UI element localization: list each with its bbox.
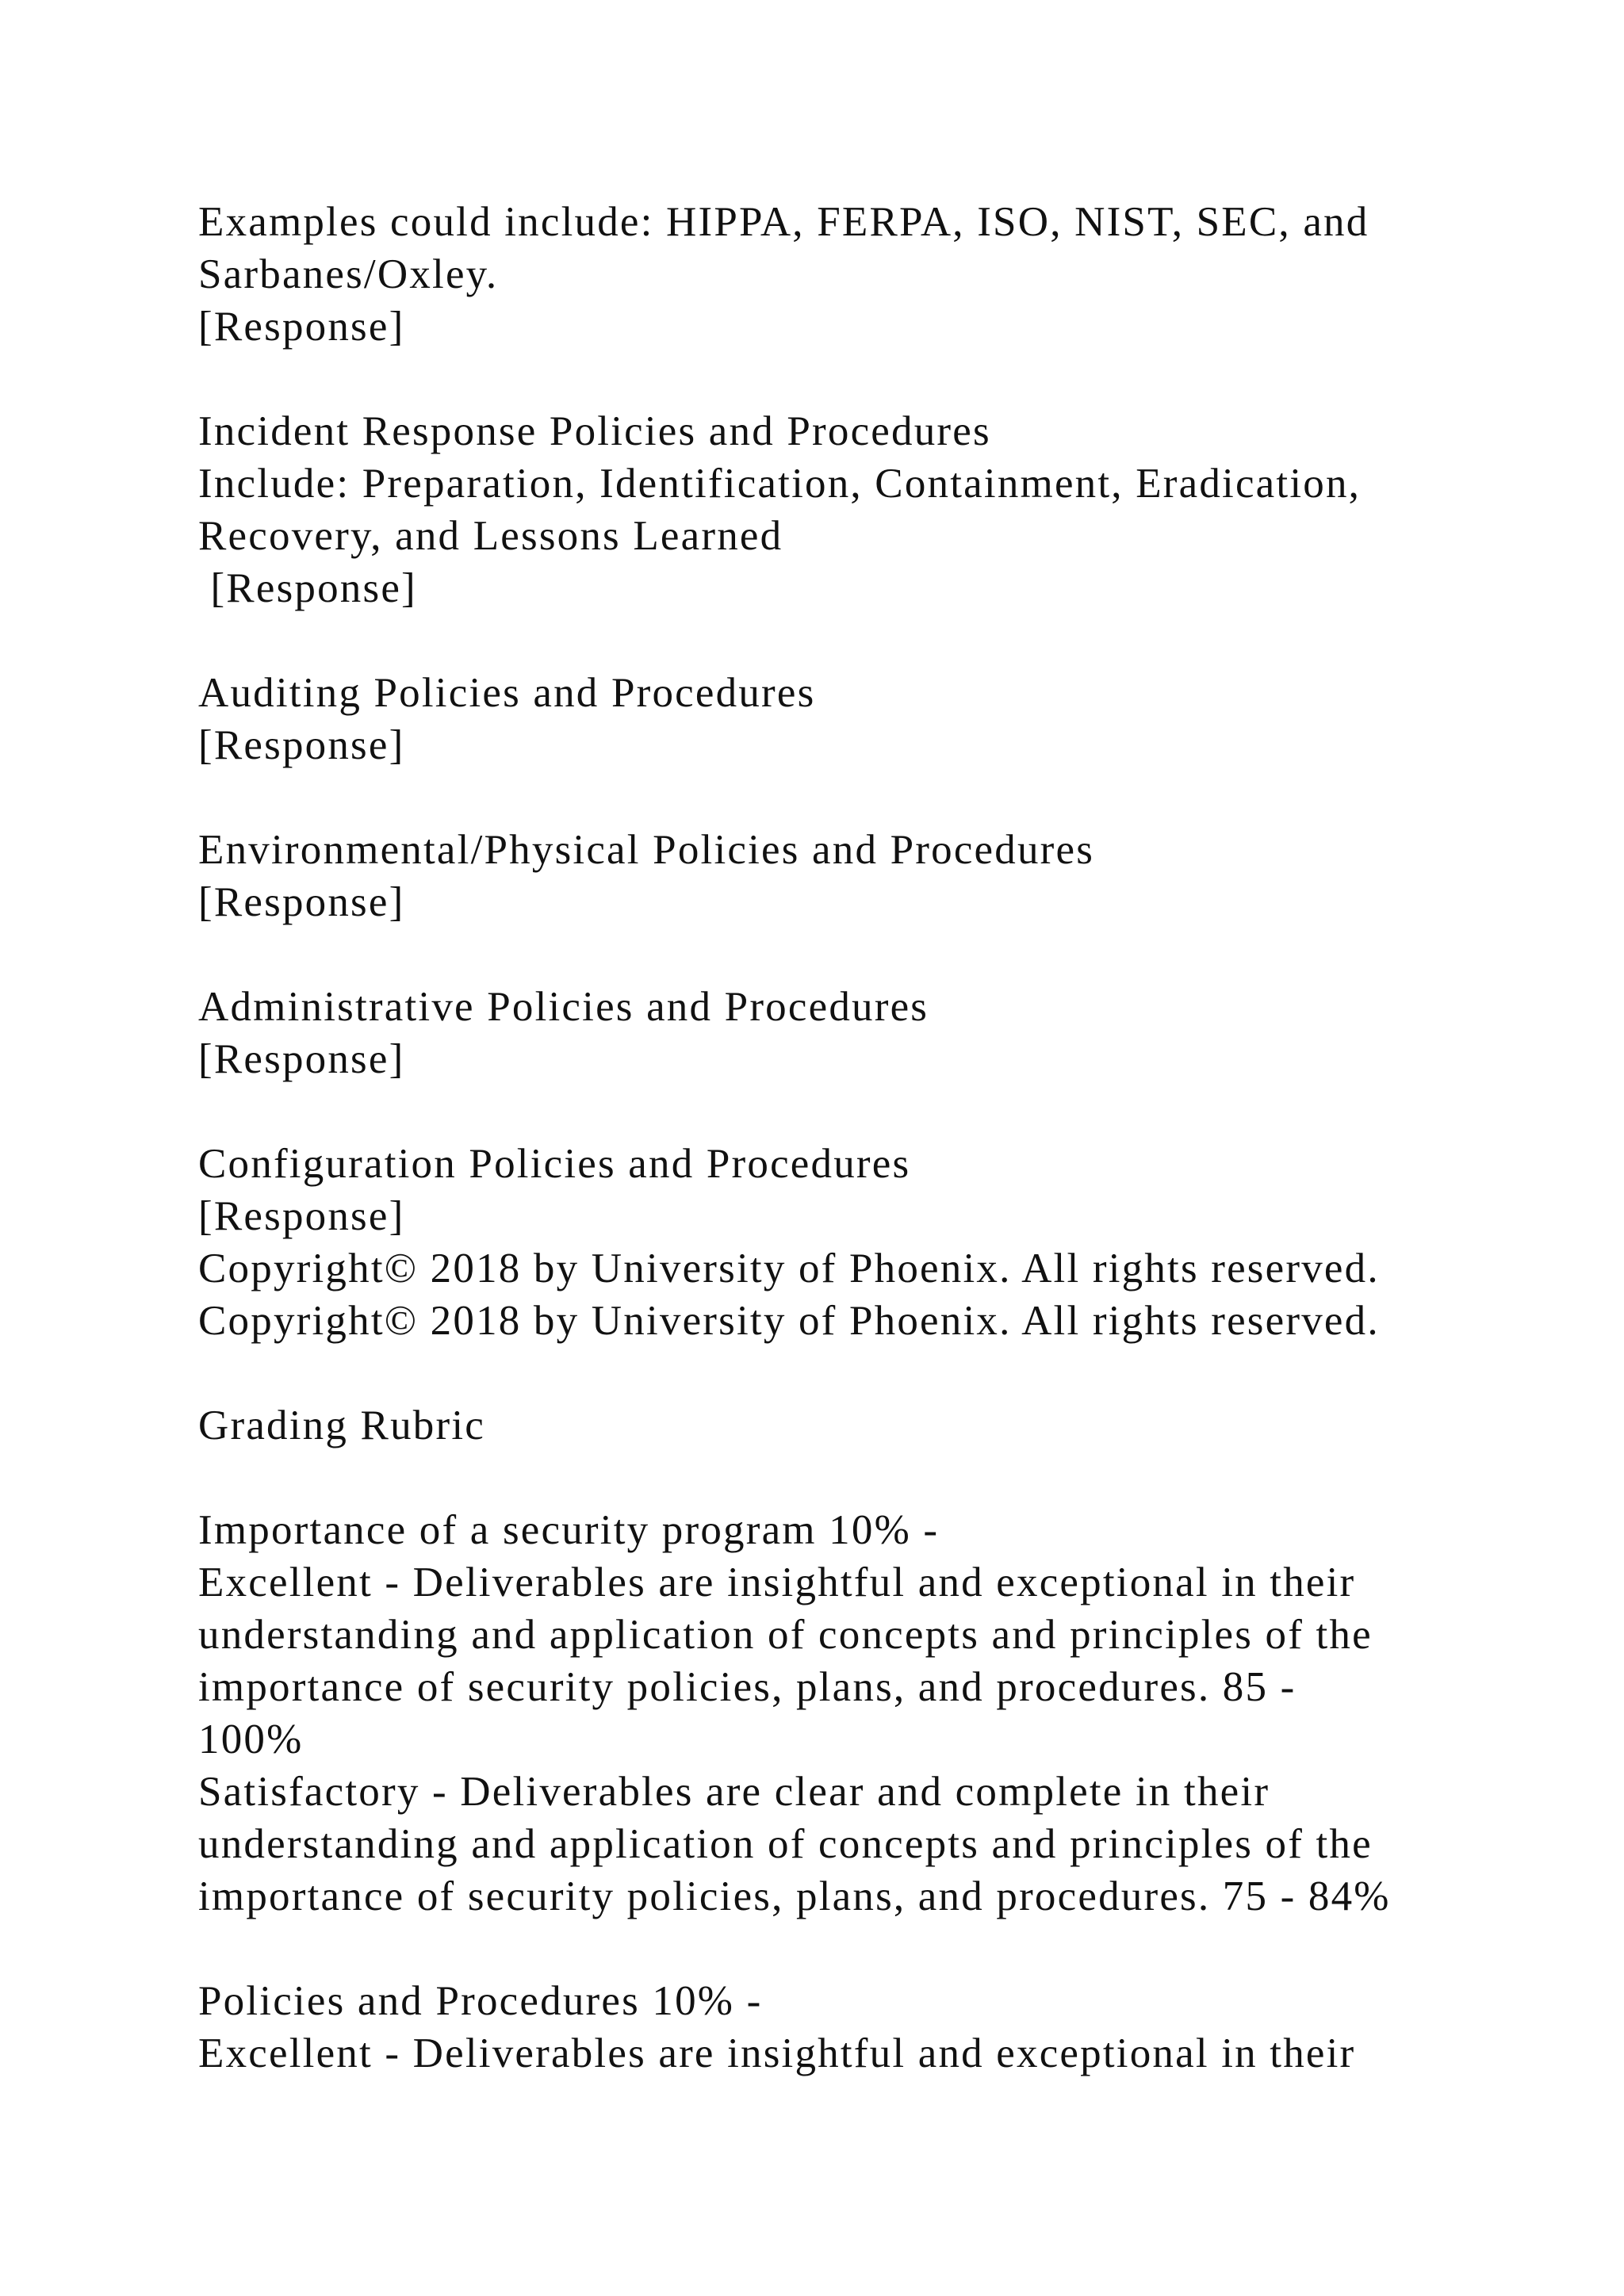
environmental-heading: Environmental/Physical Policies and Procedures [198,827,1095,873]
response-placeholder-auditing: [Response] [198,722,405,768]
response-placeholder-environmental: [Response] [198,879,405,925]
blank-line [198,1347,1594,1399]
rubric-importance-excellent-line-3: importance of security policies, plans, and procedures. 85 - [198,1664,1297,1710]
document-page [198,196,1594,2080]
incident-response-include-line-1: Include: Preparation, Identification, Containment, Eradication, [198,461,1362,507]
auditing-heading: Auditing Policies and Procedures [198,670,816,716]
response-placeholder-administrative: [Response] [198,1036,405,1082]
configuration-heading: Configuration Policies and Procedures [198,1141,911,1187]
response-placeholder-configuration: [Response] [198,1193,405,1239]
rubric-importance-excellent-line-4: 100% [198,1716,304,1762]
blank-line [198,1085,1594,1138]
rubric-importance-satisfactory-line-2: understanding and application of concepts and principles of the [198,1821,1373,1867]
response-placeholder-incident: [Response] [198,565,417,611]
blank-line [198,1452,1594,1504]
rubric-policies-excellent-line-1: Excellent - Deliverables are insightful and exceptional in their [198,2030,1356,2076]
rubric-importance-excellent-line-1: Excellent - Deliverables are insightful and exceptional in their [198,1559,1356,1605]
incident-response-heading: Incident Response Policies and Procedures [198,408,991,454]
blank-line [198,353,1594,405]
grading-rubric-heading: Grading Rubric [198,1402,485,1448]
incident-response-include-line-2: Recovery, and Lessons Learned [198,513,783,559]
blank-line [198,928,1594,981]
examples-text-line-2: Sarbanes/Oxley. [198,251,499,297]
blank-line [198,771,1594,824]
rubric-importance-excellent-line-2: understanding and application of concepts and principles of the [198,1612,1373,1658]
blank-line [198,1923,1594,1975]
rubric-importance-satisfactory-line-1: Satisfactory - Deliverables are clear and complete in their [198,1769,1270,1815]
blank-line [198,614,1594,667]
rubric-policies-heading: Policies and Procedures 10% - [198,1978,763,2024]
rubric-importance-heading: Importance of a security program 10% - [198,1507,940,1553]
copyright-notice: Copyright© 2018 by University of Phoenix. All rights reserved. [198,1246,1380,1292]
response-placeholder-examples: [Response] [198,304,405,350]
copyright-notice: Copyright© 2018 by University of Phoenix. All rights reserved. [198,1298,1380,1344]
rubric-importance-satisfactory-line-3: importance of security policies, plans, and procedures. 75 - 84% [198,1873,1391,1919]
administrative-heading: Administrative Policies and Procedures [198,984,929,1030]
examples-text-line-1: Examples could include: HIPPA, FERPA, ISO, NIST, SEC, and [198,199,1369,245]
